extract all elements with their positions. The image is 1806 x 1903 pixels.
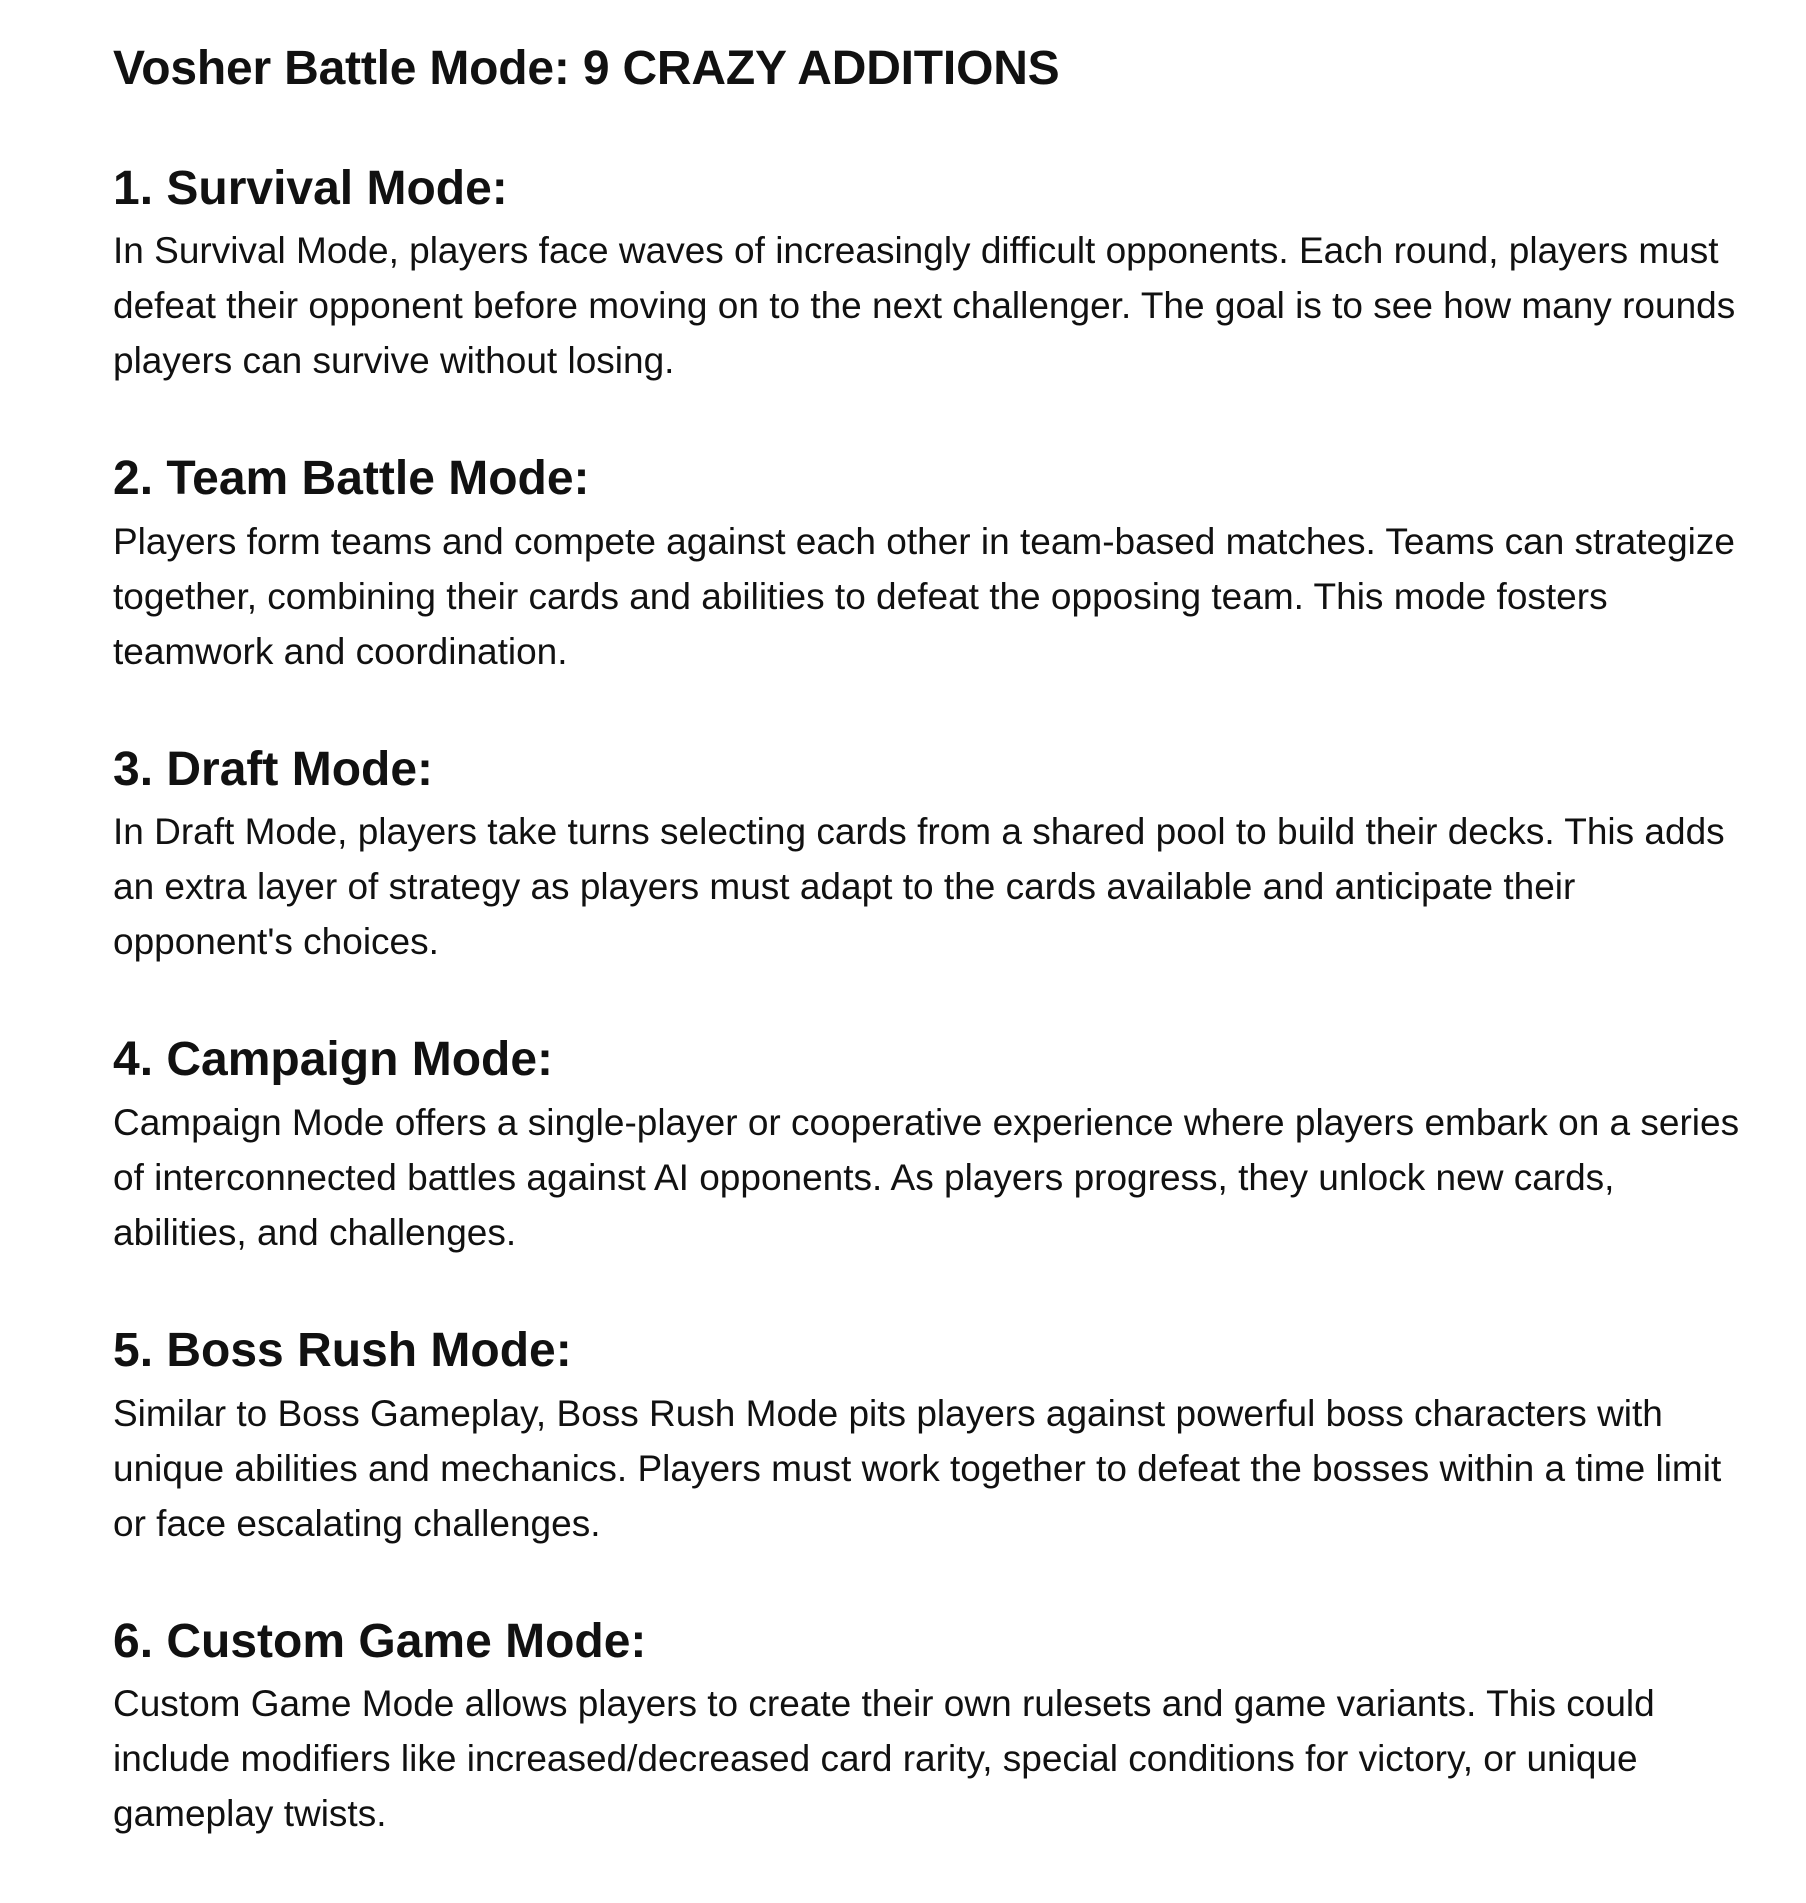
mode-section-custom-game xyxy=(113,1613,1753,1842)
mode-list xyxy=(113,160,1753,1842)
section-description: In Survival Mode, players face waves of increasingly difficult opponents. Each round, players must defeat their opponent before moving on to the next challenger. The goal is to see how many rounds players can survive without losing. xyxy=(113,230,1736,382)
mode-section-team-battle xyxy=(113,450,1753,679)
mode-section-boss-rush xyxy=(113,1322,1753,1551)
section-heading: 4. Campaign Mode: xyxy=(113,1033,554,1087)
mode-section-draft xyxy=(113,741,1753,970)
section-description: Similar to Boss Gameplay, Boss Rush Mode pits players against powerful boss characters with unique abilities and mechanics. Players must work together to defeat the bosses within a time limit or face escalating challenges. xyxy=(113,1392,1722,1544)
section-heading: 3. Draft Mode: xyxy=(113,742,434,796)
section-heading: 6. Custom Game Mode: xyxy=(113,1614,647,1668)
section-heading: 1. Survival Mode: xyxy=(113,161,508,215)
section-description: In Draft Mode, players take turns selecting cards from a shared pool to build their decks. This adds an extra layer of strategy as players must adapt to the cards available and anticipate their opponent's choices. xyxy=(113,811,1725,963)
mode-section-survival xyxy=(113,160,1753,389)
section-heading: 5. Boss Rush Mode: xyxy=(113,1323,572,1377)
document-title: Vosher Battle Mode: 9 CRAZY ADDITIONS xyxy=(113,42,1060,95)
section-description: Players form teams and compete against each other in team-based matches. Teams can strategize together, combining their cards and abilities to defeat the opposing team. This mode fosters teamwork and coordination. xyxy=(113,520,1735,672)
section-description: Campaign Mode offers a single-player or cooperative experience where players embark on a series of interconnected battles against AI opponents. As players progress, they unlock new cards, abilities, and challenges. xyxy=(113,1101,1740,1253)
document-page xyxy=(113,40,1753,1903)
section-heading: 2. Team Battle Mode: xyxy=(113,452,590,506)
mode-section-campaign xyxy=(113,1031,1753,1260)
section-description: Custom Game Mode allows players to create their own rulesets and game variants. This could include modifiers like increased/decreased card rarity, special conditions for victory, or unique gameplay twists. xyxy=(113,1683,1655,1835)
